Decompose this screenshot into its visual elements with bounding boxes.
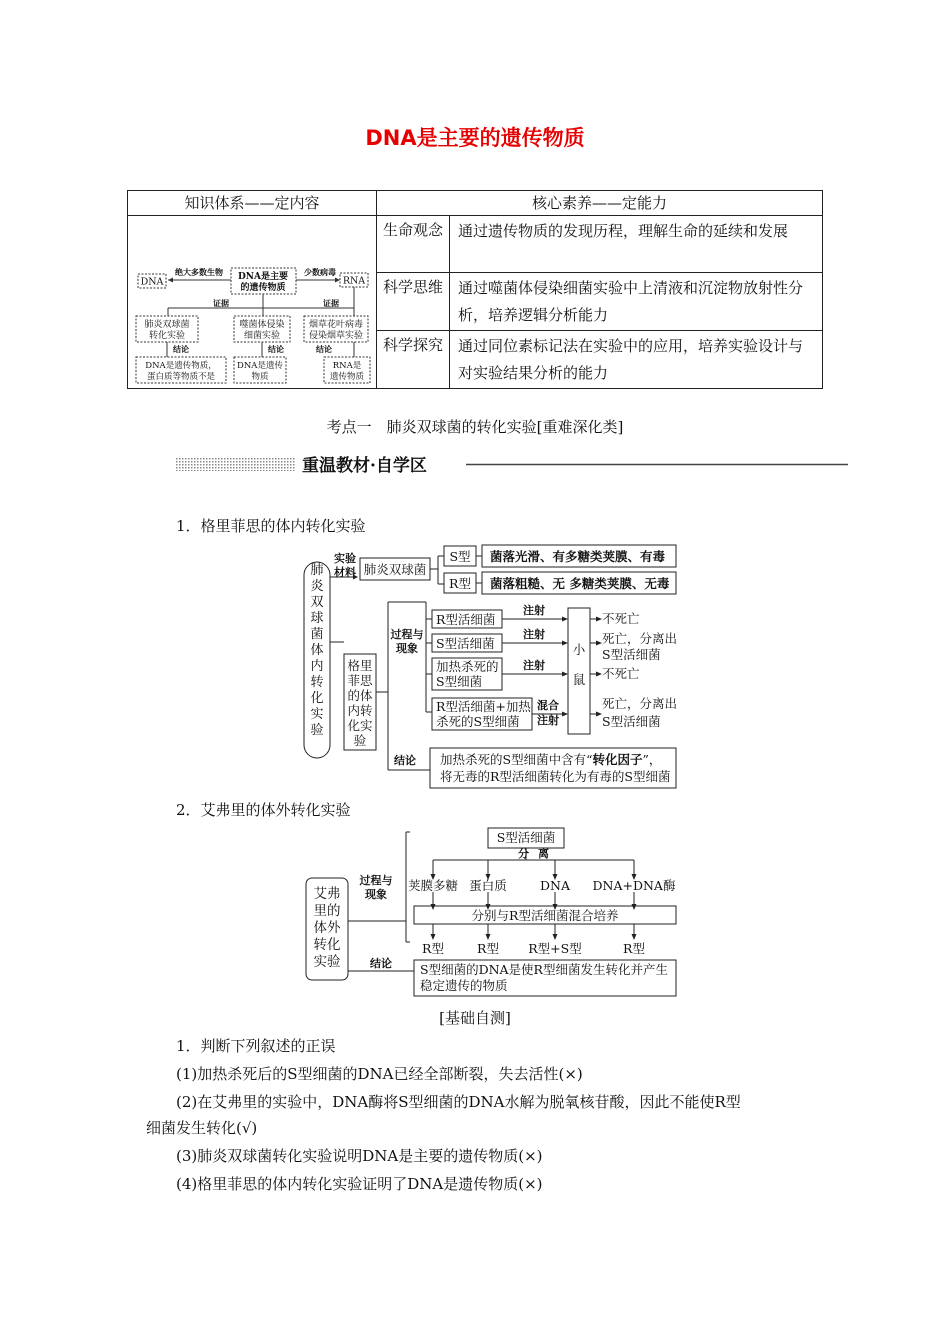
svg-text:化: 化 — [310, 691, 324, 706]
conclusion-label-1: 结论 — [394, 754, 416, 767]
svg-text:验: 验 — [310, 723, 324, 738]
map-conclusion-2: 结论 — [268, 344, 284, 354]
svg-text:加热杀死的: 加热杀死的 — [436, 659, 499, 674]
mix-culture: 分别与R型活细菌混合培养 — [471, 908, 619, 923]
svg-text:RNA是: RNA是 — [332, 361, 362, 371]
s-desc: 菌落光滑、有多糖类荚膜、有毒 — [490, 549, 666, 564]
svg-text:体: 体 — [310, 643, 324, 658]
svg-text:的体: 的体 — [347, 688, 373, 703]
svg-text:转: 转 — [310, 675, 324, 690]
svg-text:侵染烟草实验: 侵染烟草实验 — [308, 331, 364, 341]
map-proof-1: 证据 — [213, 298, 229, 308]
question-3: (3)肺炎双球菌转化实验说明DNA是主要的遗传物质(×) — [176, 1147, 543, 1165]
table-label-2: 科学思维 — [377, 273, 450, 331]
question-1: (1)加热杀死后的S型细菌的DNA已经全部断裂，失去活性(×) — [176, 1065, 583, 1083]
svg-text:过程与: 过程与 — [359, 874, 393, 887]
map-right: RNA — [342, 275, 366, 287]
concept-map — [128, 216, 374, 388]
svg-text:烟草花叶病毒: 烟草花叶病毒 — [308, 320, 364, 330]
svg-text:死亡，分离出: 死亡，分离出 — [602, 696, 678, 711]
svg-text:S型细菌的DNA是使R型细菌发生转化并产生: S型细菌的DNA是使R型细菌发生转化并产生 — [420, 962, 668, 977]
svg-text:加热杀死的S型细菌中含有“转化因子”，: 加热杀死的S型细菌中含有“转化因子”， — [440, 752, 662, 767]
result-1: 不死亡 — [602, 611, 640, 626]
question-title: 1．判断下列叙述的正误 — [176, 1037, 336, 1055]
svg-text:化实: 化实 — [347, 718, 373, 733]
svg-text:验: 验 — [353, 733, 367, 748]
svg-text:杀死的S型细菌: 杀死的S型细菌 — [436, 714, 520, 729]
svg-text:注射: 注射 — [537, 714, 559, 727]
map-right-arrow: 少数病毒 — [304, 267, 336, 277]
question-4: (4)格里菲思的体内转化实验证明了DNA是遗传物质(×) — [176, 1175, 543, 1193]
svg-text:艾弗: 艾弗 — [313, 886, 341, 902]
r-type: R型 — [449, 576, 471, 591]
component-4: DNA+DNA酶 — [592, 878, 676, 893]
inject-3: 注射 — [523, 659, 545, 672]
section-1-title: 1．格里菲思的体内转化实验 — [176, 517, 366, 535]
table-text-1: 通过遗传物质的发现历程，理解生命的延续和发展 — [450, 216, 823, 273]
griffith-diagram — [296, 542, 686, 792]
table-header-right: 核心素养——定能力 — [377, 191, 823, 216]
svg-text:S型活细菌: S型活细菌 — [602, 647, 661, 662]
result-3: 不死亡 — [602, 666, 640, 681]
svg-text:内转: 内转 — [347, 703, 373, 718]
svg-text:S型细菌: S型细菌 — [436, 674, 483, 689]
avery-diagram — [302, 826, 682, 998]
svg-text:转化: 转化 — [313, 937, 341, 953]
svg-text:肺: 肺 — [310, 563, 324, 578]
svg-text:格里: 格里 — [347, 658, 373, 673]
svg-text:炎: 炎 — [310, 579, 324, 594]
table-header-left: 知识体系——定内容 — [128, 191, 377, 216]
self-test-heading: [基础自测] — [439, 1009, 511, 1027]
svg-text:双: 双 — [310, 595, 324, 610]
svg-text:离: 离 — [538, 847, 549, 860]
question-2: (2)在艾弗里的实验中，DNA酶将S型细菌的DNA水解为脱氧核苷酸，因此不能使R型 — [176, 1093, 741, 1111]
banner-text: 重温教材·自学区 — [302, 456, 427, 476]
svg-text:现象: 现象 — [396, 642, 418, 655]
map-left: DNA — [140, 276, 164, 288]
table-label-1: 生命观念 — [377, 216, 450, 273]
kaodian-heading: 考点一 肺炎双球菌的转化实验[重难深化类] — [326, 418, 624, 436]
svg-text:遗传物质: 遗传物质 — [329, 372, 365, 382]
svg-text:蛋白质等物质不是: 蛋白质等物质不是 — [146, 372, 216, 382]
page-title: DNA是主要的遗传物质 — [365, 126, 585, 150]
svg-text:实验: 实验 — [334, 552, 356, 565]
outcome-4: R型 — [623, 941, 645, 956]
inject-2: 注射 — [523, 628, 545, 641]
section-2-title: 2．艾弗里的体外转化实验 — [176, 801, 351, 819]
outcome-3: R型+S型 — [528, 941, 582, 956]
group-1: R型活细菌 — [436, 612, 496, 627]
svg-text:菌: 菌 — [310, 627, 324, 642]
svg-text:稳定遗传的物质: 稳定遗传的物质 — [420, 978, 508, 993]
s-type: S型 — [449, 549, 471, 564]
table-text-2: 通过噬菌体侵染细菌实验中上清液和沉淀物放射性分析，培养逻辑分析能力 — [450, 273, 823, 331]
svg-text:DNA是主要: DNA是主要 — [237, 272, 289, 282]
table-label-3: 科学探究 — [377, 331, 450, 389]
conclusion-label-2: 结论 — [370, 957, 392, 970]
svg-text:材料: 材料 — [334, 566, 356, 579]
svg-text:现象: 现象 — [365, 888, 387, 901]
svg-text:小: 小 — [572, 642, 586, 657]
material: 肺炎双球菌 — [363, 562, 427, 577]
question-2-cont: 细菌发生转化(√) — [146, 1119, 258, 1137]
svg-text:死亡，分离出: 死亡，分离出 — [602, 631, 678, 646]
avery-top: S型活细菌 — [496, 830, 556, 845]
component-3: DNA — [540, 878, 570, 893]
svg-text:R型活细菌+加热: R型活细菌+加热 — [436, 699, 531, 714]
map-conclusion-3: 结论 — [316, 344, 332, 354]
svg-text:肺炎双球菌: 肺炎双球菌 — [144, 320, 190, 330]
component-1: 荚膜多糖 — [407, 878, 459, 893]
knowledge-table — [127, 190, 823, 389]
svg-text:的遗传物质: 的遗传物质 — [240, 283, 286, 293]
svg-text:里的: 里的 — [313, 903, 341, 919]
svg-text:转化实验: 转化实验 — [148, 331, 186, 341]
outcome-2: R型 — [477, 941, 499, 956]
svg-text:细菌实验: 细菌实验 — [243, 331, 281, 341]
inject-1: 注射 — [523, 604, 545, 617]
concept-map-cell — [128, 216, 377, 389]
map-conclusion-1: 结论 — [173, 344, 189, 354]
svg-text:将无毒的R型活细菌转化为有毒的S型细菌: 将无毒的R型活细菌转化为有毒的S型细菌 — [440, 769, 671, 784]
svg-text:混合: 混合 — [537, 699, 559, 712]
group-2: S型活细菌 — [436, 636, 495, 651]
map-left-arrow: 绝大多数生物 — [175, 267, 223, 277]
svg-text:S型活细菌: S型活细菌 — [602, 714, 661, 729]
svg-text:噬菌体侵染: 噬菌体侵染 — [239, 320, 285, 330]
svg-text:球: 球 — [310, 611, 324, 626]
r-desc: 菌落粗糙、无 多糖类荚膜、无毒 — [490, 576, 670, 591]
map-proof-2: 证据 — [323, 298, 339, 308]
svg-text:过程与: 过程与 — [390, 628, 424, 641]
table-text-3: 通过同位素标记法在实验中的应用，培养实验设计与对实验结果分析的能力 — [450, 331, 823, 389]
outcome-1: R型 — [422, 941, 444, 956]
svg-text:DNA是遗传物质，: DNA是遗传物质， — [145, 361, 217, 371]
svg-text:菲思: 菲思 — [347, 673, 373, 688]
svg-text:鼠: 鼠 — [572, 672, 586, 687]
svg-text:分: 分 — [518, 847, 529, 860]
svg-text:物质: 物质 — [251, 372, 269, 382]
svg-text:实验: 实验 — [313, 954, 341, 970]
svg-text:体外: 体外 — [313, 920, 341, 936]
section-banner — [176, 452, 848, 476]
svg-text:内: 内 — [310, 659, 324, 674]
component-2: 蛋白质 — [469, 878, 507, 893]
svg-text:DNA是遗传: DNA是遗传 — [237, 361, 283, 371]
svg-text:实: 实 — [310, 707, 324, 722]
